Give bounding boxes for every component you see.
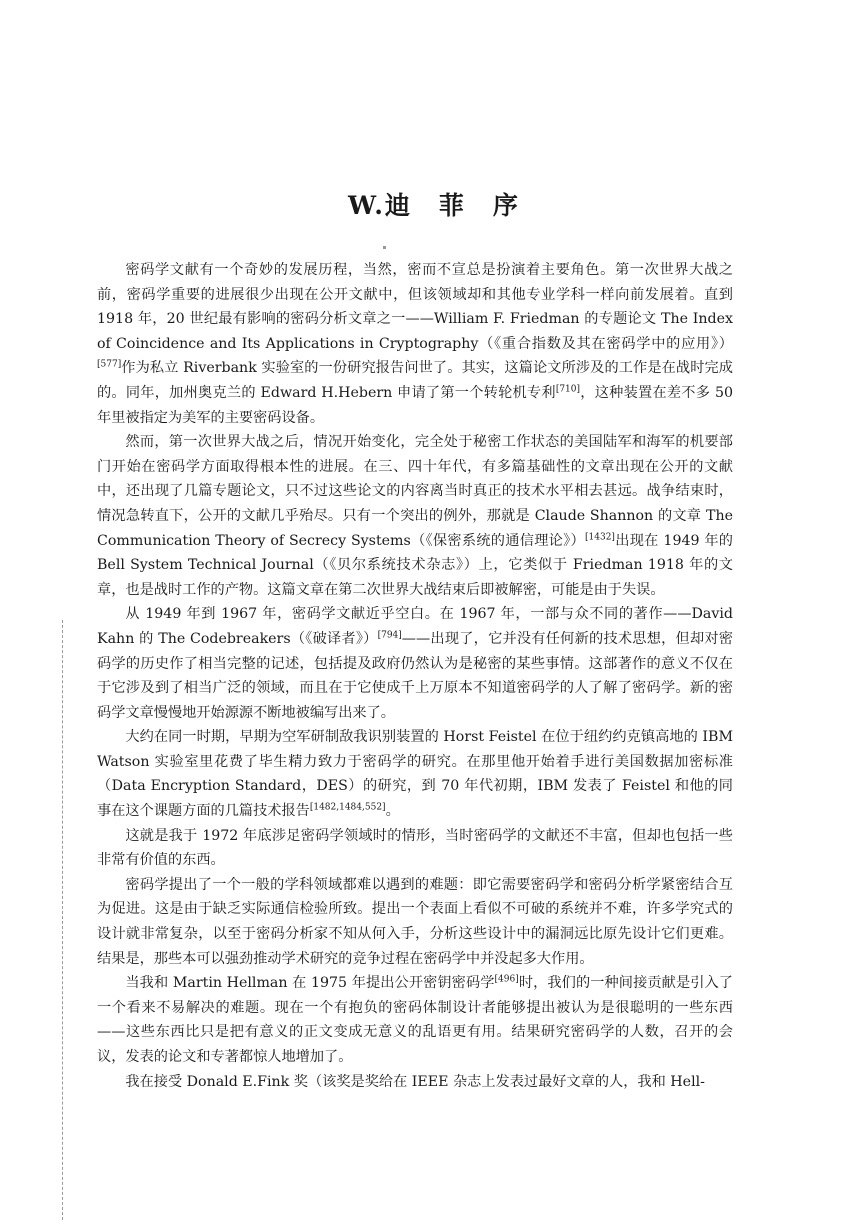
citation-ref: [1432] xyxy=(585,531,615,542)
citation-ref: [496] xyxy=(494,974,519,985)
citation-ref: [710] xyxy=(555,384,581,395)
paragraph-text: 作为私立 Riverbank 实验室的一份研究报告问世了。其实，这篇论文所涉及的工作是在战时完成的。同年，加州奥克兰的 Edward H.Hebern 申请了第一个转轮机专利 xyxy=(97,360,733,401)
citation-ref: [1482,1484,552] xyxy=(309,802,386,813)
citation-ref: [577] xyxy=(97,359,122,370)
paragraph-text: 密码学文献有一个奇妙的发展历程，当然，密而不宣总是扮演着主要角色。第一次世界大战之前，密码学重要的进展很少出现在公开文献中，但该领域却和其他专业学科一样向前发展着。直到 1918 年，20 世纪最有影响的密码分析文章之一——William F. Friedman 的专题论文 The Index of Coincidence and Its Applications in Cryptography（《重合指数及其在密码学中的应用》） xyxy=(97,262,733,352)
paragraph-text: 。 xyxy=(385,803,400,820)
margin-binding-line xyxy=(62,620,63,1220)
paragraph-text: 我在接受 Donald E.Fink 奖（该奖是奖给在 IEEE 杂志上发表过最好文章的人，我和 Hell- xyxy=(125,1073,705,1090)
title-ornament-dot xyxy=(383,246,386,249)
paragraph-text: 然而，第一次世界大战之后，情况开始变化，完全处于秘密工作状态的美国陆军和海军的机要部门开始在密码学方面取得根本性的进展。在三、四十年代，有多篇基础性的文章出现在公开的文献中，还出现了几篇专题论文，只不过这些论文的内容离当时真正的技术水平相去甚远。战争结束时，情况急转直下，公开的文献几乎殆尽。只有一个突出的例外，那就是 Claude Shannon 的文章 The Communication Theory of Secrecy Systems（《保密系统的通信理论》） xyxy=(97,434,733,549)
paragraph-text: 出现在 1949 年的 Bell System Technical Journal（《贝尔系统技术杂志》）上，它类似于 Friedman 1918 年的文章，也是战时工作的产物。这篇文章在第二次世界大战结束后即被解密，可能是由于失误。 xyxy=(97,532,733,598)
paragraph-text: 时，我们的一种间接贡献是引入了一个看来不易解决的难题。现在一个有抱负的密码体制设计者能够提出被认为是很聪明的一些东西——这些东西比只是把有意义的正文变成无意义的乱语更有用。结果研究密码学的人数，召开的会议，发表的论文和专著都惊人地增加了。 xyxy=(97,975,733,1065)
paragraph-text: ，这种装置在差不多 50 年里被指定为美军的主要密码设备。 xyxy=(97,384,733,426)
paragraph xyxy=(97,725,733,823)
paragraph xyxy=(97,873,733,971)
paragraph xyxy=(97,258,733,430)
paragraph-text: 密码学提出了一个一般的学科领域都难以遇到的难题：即它需要密码学和密码分析学紧密结合互为促进。这是由于缺乏实际通信检验所致。提出一个表面上看似不可破的系统并不难，许多学究式的设计就非常复杂，以至于密码分析家不知从何入手，分析这些设计中的漏洞远比原先设计它们更难。结果是，那些本可以强劲推动学术研究的竞争过程在密码学中并没起多大作用。 xyxy=(97,876,733,967)
citation-ref: [794] xyxy=(377,630,402,641)
paragraph-text: ——出现了，它并没有任何新的技术思想，但却对密码学的历史作了相当完整的记述，包括提及政府仍然认为是秘密的某些事情。这部著作的意义不仅在于它涉及到了相当广泛的领域，而且在于它使成千上万原本不知道密码学的人了解了密码学。新的密码学文章慢慢地开始源源不断地被编写出来了。 xyxy=(97,630,733,721)
preface-body xyxy=(97,258,733,1094)
paragraph-text: 大约在同一时期，早期为空军研制敌我识别装置的 Horst Feistel 在位于纽约约克镇高地的 IBM Watson 实验室里花费了毕生精力致力于密码学的研究。在那里他开始着手进行美国数据加密标准（Data Encryption Standard，DES）的研究，到 70 年代初期，IBM 发表了 Feistel 和他的同事在这个课题方面的几篇技术报告 xyxy=(97,729,733,820)
paragraph xyxy=(97,602,733,725)
paragraph xyxy=(97,971,733,1069)
paragraph xyxy=(97,1070,733,1095)
paragraph-text: 当我和 Martin Hellman 在 1975 年提出公开密钥密码学 xyxy=(125,975,495,992)
paragraph xyxy=(97,430,733,602)
paragraph xyxy=(97,824,733,873)
paragraph-text: 从 1949 年到 1967 年，密码学文献近乎空白。在 1967 年，一部与众不同的著作——David Kahn 的 The Codebreakers（《破译者》） xyxy=(97,606,733,647)
paragraph-text: 这就是我于 1972 年底涉足密码学领域时的情形，当时密码学的文献还不丰富，但却也包括一些非常有价值的东西。 xyxy=(97,827,733,869)
page-title: W.迪 菲 序 xyxy=(348,191,520,220)
